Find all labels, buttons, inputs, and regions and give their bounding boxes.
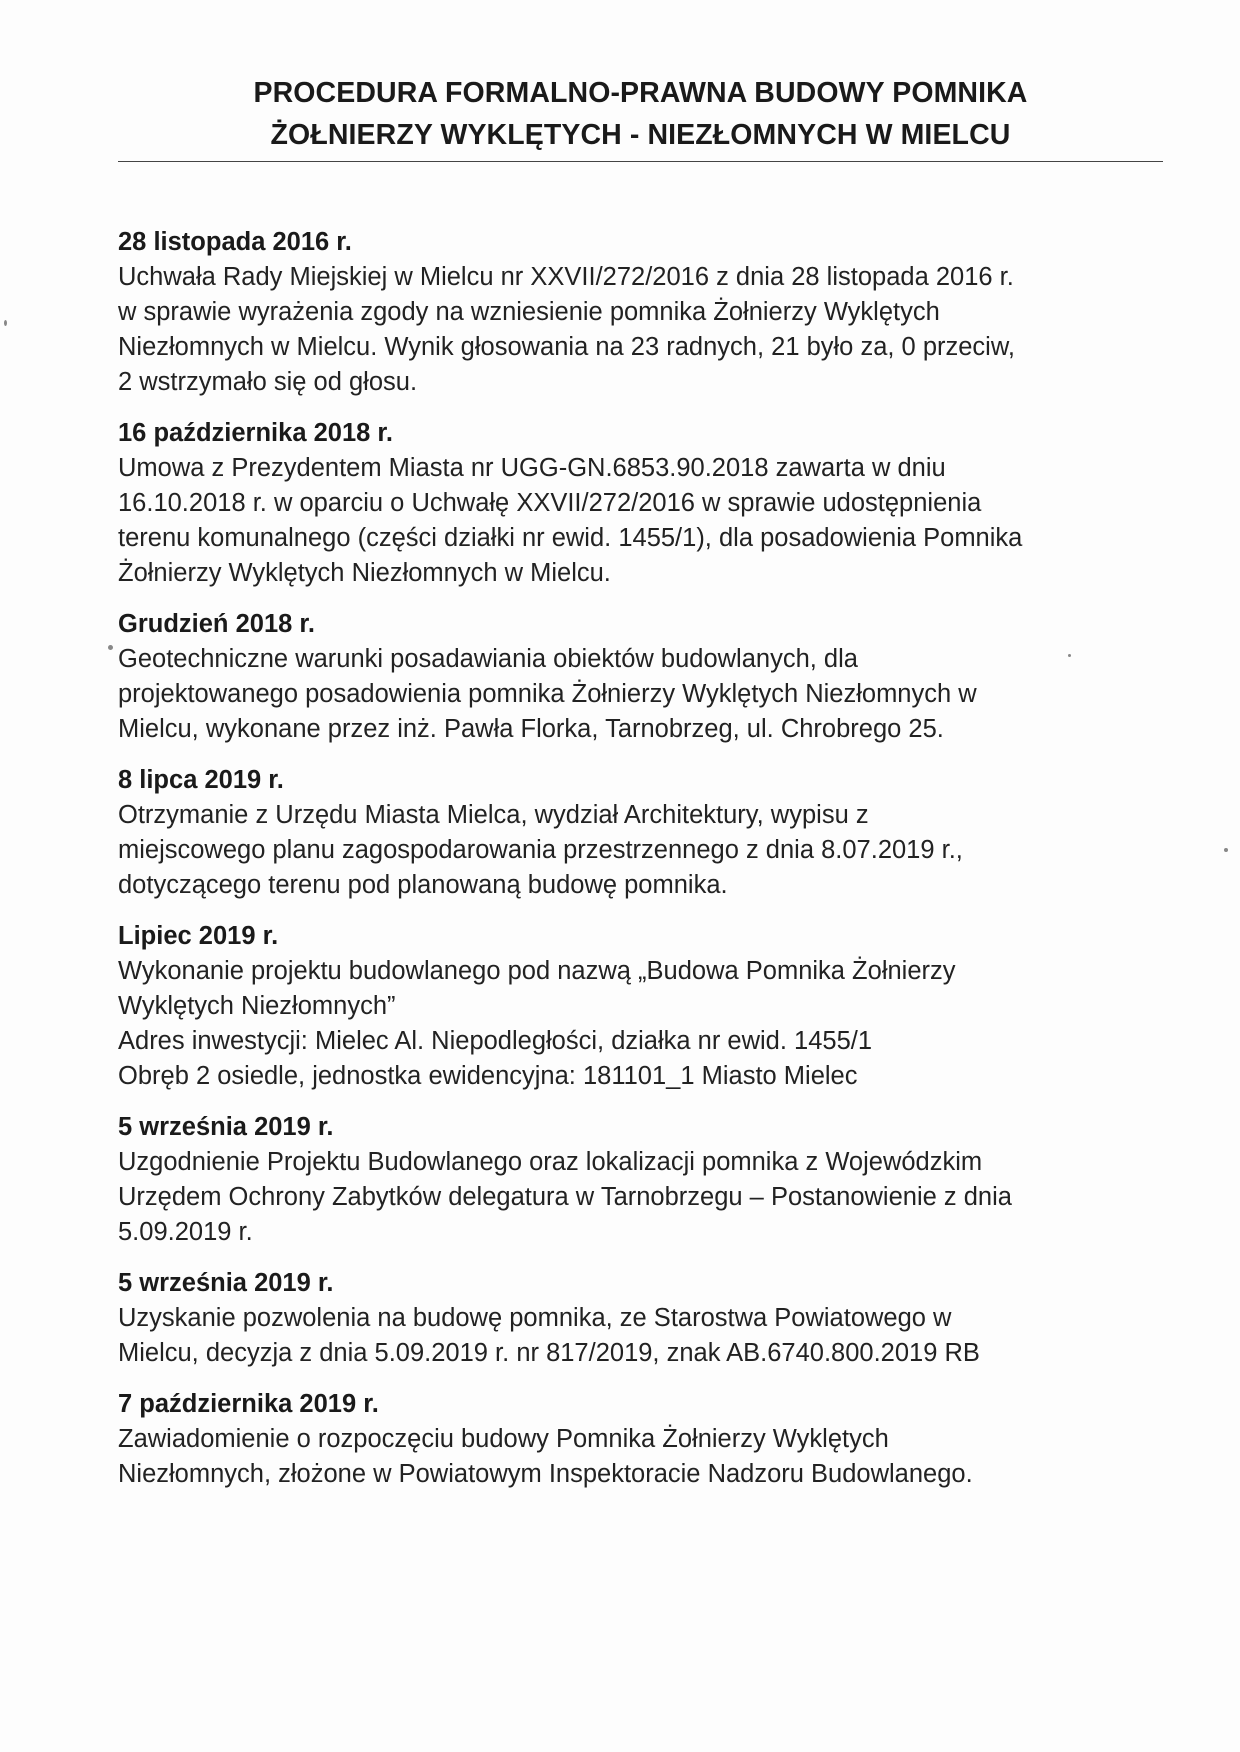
- title-line-1: PROCEDURA FORMALNO-PRAWNA BUDOWY POMNIKA: [253, 77, 1028, 109]
- entry-text-line: Niezłomnych, złożone w Powiatowym Inspektoracie Nadzoru Budowlanego.: [118, 1460, 973, 1488]
- timeline-entry: [118, 1110, 1178, 1250]
- timeline-entry: [118, 225, 1178, 400]
- scan-speck: [1224, 848, 1228, 852]
- entry-text-line: Niezłomnych w Mielcu. Wynik głosowania na 23 radnych, 21 było za, 0 przeciw,: [118, 333, 1015, 361]
- entry-date: 7 października 2019 r.: [118, 1390, 379, 1418]
- entry-text-line: terenu komunalnego (części działki nr ewid. 1455/1), dla posadowienia Pomnika: [118, 524, 1023, 552]
- entry-text-line: w sprawie wyrażenia zgody na wzniesienie pomnika Żołnierzy Wyklętych: [118, 298, 940, 326]
- timeline-entry: [118, 607, 1178, 747]
- entry-date: 5 września 2019 r.: [118, 1113, 334, 1141]
- entry-date: 28 listopada 2016 r.: [118, 228, 352, 256]
- entry-text-line: Obręb 2 osiedle, jednostka ewidencyjna: 181101_1 Miasto Mielec: [118, 1062, 858, 1090]
- timeline-entries: [118, 225, 1178, 1508]
- entry-text-line: Wyklętych Niezłomnych”: [118, 992, 396, 1020]
- title-divider: [118, 161, 1163, 162]
- timeline-entry: [118, 416, 1178, 591]
- scan-speck: [1068, 654, 1071, 657]
- timeline-entry: [118, 919, 1178, 1094]
- entry-text-line: Mielcu, wykonane przez inż. Pawła Florka, Tarnobrzeg, ul. Chrobrego 25.: [118, 715, 944, 743]
- document-title: [118, 72, 1163, 156]
- timeline-entry: [118, 1387, 1178, 1492]
- entry-text-line: Adres inwestycji: Mielec Al. Niepodległości, działka nr ewid. 1455/1: [118, 1027, 873, 1055]
- entry-date: 8 lipca 2019 r.: [118, 766, 284, 794]
- title-line-2: ŻOŁNIERZY WYKLĘTYCH - NIEZŁOMNYCH W MIELCU: [270, 119, 1011, 151]
- entry-text-line: Wykonanie projektu budowlanego pod nazwą „Budowa Pomnika Żołnierzy: [118, 957, 956, 985]
- entry-text-line: Otrzymanie z Urzędu Miasta Mielca, wydział Architektury, wypisu z: [118, 801, 869, 829]
- entry-text-line: Zawiadomienie o rozpoczęciu budowy Pomnika Żołnierzy Wyklętych: [118, 1425, 889, 1453]
- entry-text-line: Geotechniczne warunki posadawiania obiektów budowlanych, dla: [118, 645, 858, 673]
- entry-date: Grudzień 2018 r.: [118, 610, 316, 638]
- entry-text-line: dotyczącego terenu pod planowaną budowę pomnika.: [118, 871, 728, 899]
- entry-text-line: 2 wstrzymało się od głosu.: [118, 368, 418, 396]
- entry-text-line: Uchwała Rady Miejskiej w Mielcu nr XXVII/272/2016 z dnia 28 listopada 2016 r.: [118, 263, 1014, 291]
- entry-date: Lipiec 2019 r.: [118, 922, 279, 950]
- entry-text-line: miejscowego planu zagospodarowania przestrzennego z dnia 8.07.2019 r.,: [118, 836, 963, 864]
- scan-speck: [108, 645, 113, 650]
- entry-text-line: Umowa z Prezydentem Miasta nr UGG-GN.6853.90.2018 zawarta w dniu: [118, 454, 946, 482]
- entry-text-line: Mielcu, decyzja z dnia 5.09.2019 r. nr 817/2019, znak AB.6740.800.2019 RB: [118, 1339, 980, 1367]
- entry-text-line: Uzyskanie pozwolenia na budowę pomnika, ze Starostwa Powiatowego w: [118, 1304, 952, 1332]
- entry-text-line: 5.09.2019 r.: [118, 1218, 253, 1246]
- entry-text-line: Urzędem Ochrony Zabytków delegatura w Tarnobrzegu – Postanowienie z dnia: [118, 1183, 1012, 1211]
- entry-date: 5 września 2019 r.: [118, 1269, 334, 1297]
- scan-speck: [4, 320, 7, 326]
- entry-text-line: Uzgodnienie Projektu Budowlanego oraz lokalizacji pomnika z Wojewódzkim: [118, 1148, 983, 1176]
- timeline-entry: [118, 763, 1178, 903]
- entry-date: 16 października 2018 r.: [118, 419, 393, 447]
- entry-text-line: 16.10.2018 r. w oparciu o Uchwałę XXVII/272/2016 w sprawie udostępnienia: [118, 489, 982, 517]
- entry-text-line: projektowanego posadowienia pomnika Żołnierzy Wyklętych Niezłomnych w: [118, 680, 977, 708]
- entry-text-line: Żołnierzy Wyklętych Niezłomnych w Mielcu.: [118, 559, 611, 587]
- timeline-entry: [118, 1266, 1178, 1371]
